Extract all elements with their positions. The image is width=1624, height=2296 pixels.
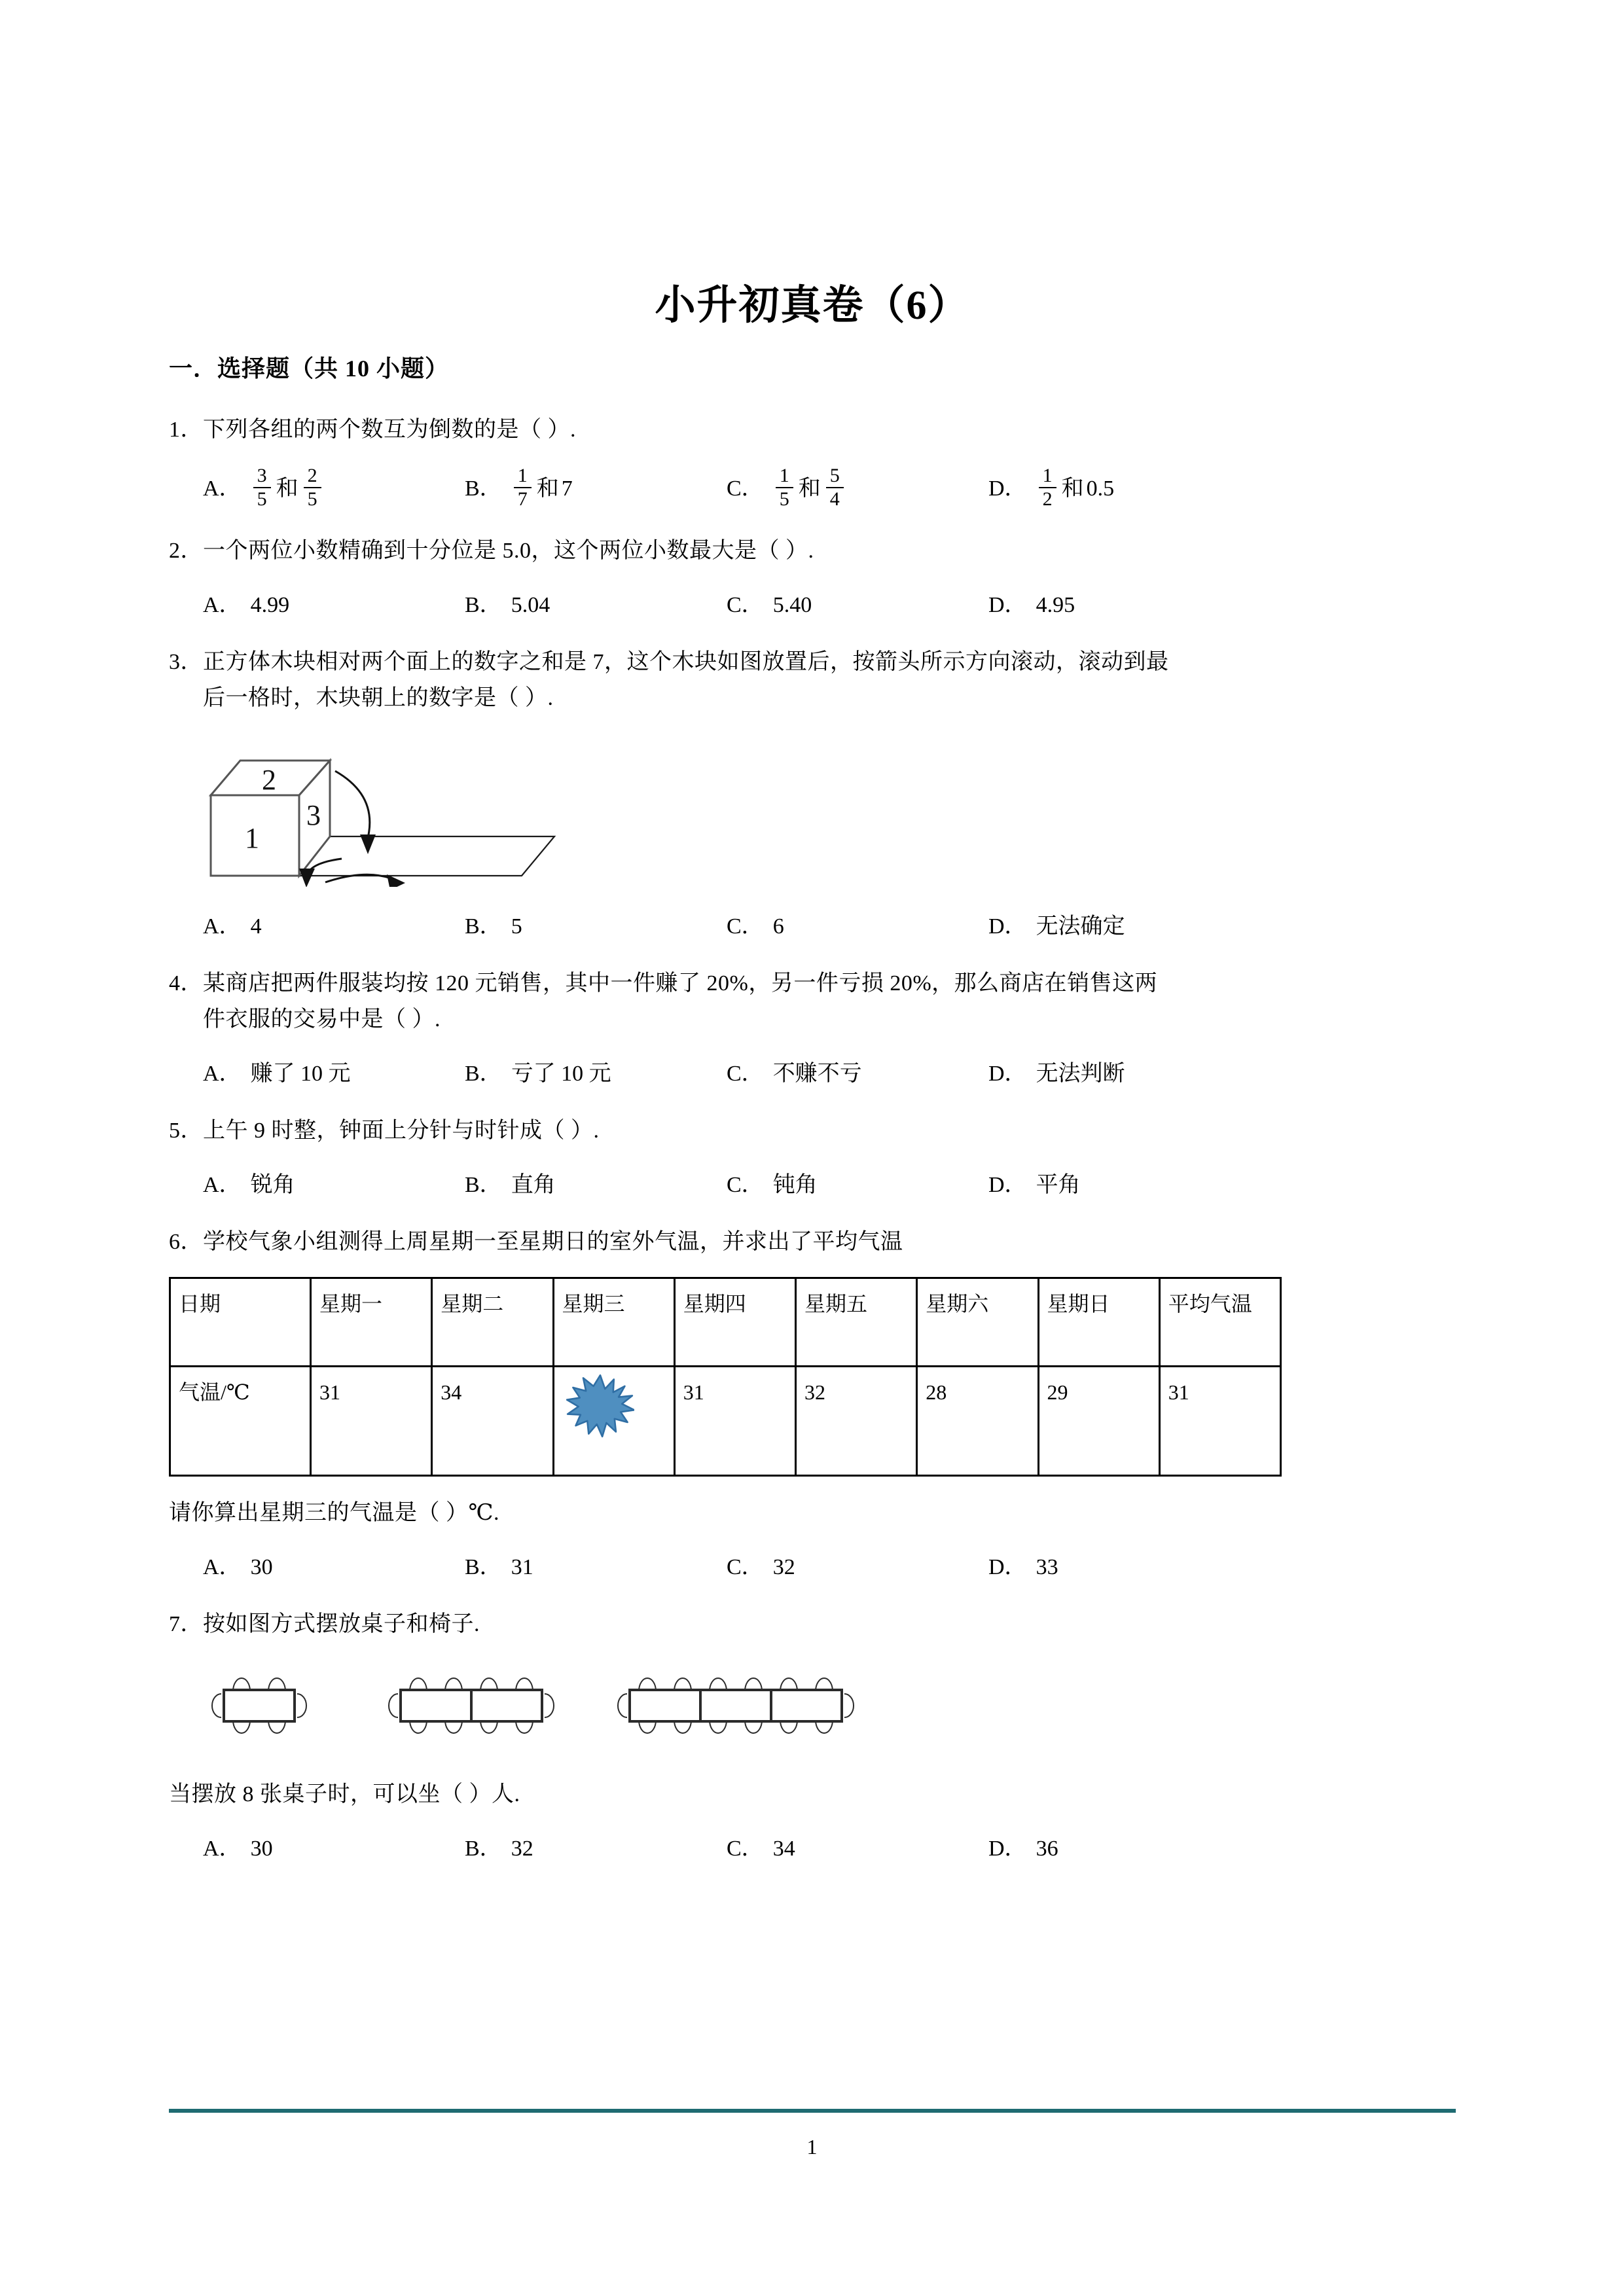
table-cell-mon: 31 [311, 1367, 432, 1476]
table-header-sat: 星期六 [917, 1278, 1038, 1367]
option-label: B． [465, 592, 502, 617]
question-3-stem [169, 644, 1456, 716]
table-header-mon: 星期一 [311, 1278, 432, 1367]
option-2-b[interactable] [465, 588, 727, 622]
fraction-3-5 [253, 466, 271, 509]
option-value: 无法判断 [1036, 1062, 1125, 1086]
page-title: 小升初真卷（6） [655, 283, 970, 328]
option-7-a[interactable] [203, 1832, 465, 1865]
option-5-c[interactable] [727, 1168, 988, 1202]
table-header-sun: 星期日 [1038, 1278, 1159, 1367]
question-3 [169, 644, 1456, 943]
page-content [169, 262, 1456, 1888]
option-label: C． [727, 914, 764, 939]
option-value: 5.40 [772, 592, 812, 617]
option-value: 34 [772, 1836, 795, 1861]
option-value: 平角 [1036, 1173, 1081, 1198]
numerator: 5 [826, 466, 844, 488]
option-label: D． [988, 914, 1027, 939]
option-4-a[interactable] [203, 1057, 465, 1090]
question-2-stem: 2．一个两位小数精确到十分位是 5.0，这个两位小数最大是（ ）. [169, 538, 814, 563]
option-label: B． [465, 1062, 502, 1086]
option-4-b[interactable] [465, 1057, 727, 1090]
option-3-a[interactable] [203, 910, 465, 943]
table-cell-sun: 29 [1038, 1367, 1159, 1476]
option-value: 33 [1036, 1555, 1058, 1580]
option-label: B． [465, 476, 502, 501]
option-value: 钝角 [772, 1173, 818, 1198]
option-label: D． [988, 592, 1027, 617]
denominator: 5 [779, 488, 789, 510]
question-5-stem: 5．上午 9 时整，钟面上分针与时针成（ ）. [169, 1119, 600, 1143]
fraction-5-4 [826, 466, 844, 509]
denominator: 2 [1042, 488, 1053, 510]
option-label: B． [465, 1836, 502, 1861]
question-4-stem-line2: 件衣服的交易中是（ ）. [203, 1007, 441, 1032]
question-6-stem: 6．学校气象小组测得上周星期一至星期日的室外气温，并求出了平均气温 [169, 1230, 903, 1255]
question-7 [169, 1606, 1456, 1865]
option-label: C． [727, 1173, 764, 1198]
svg-text:1: 1 [245, 822, 259, 855]
table-header-tue: 星期二 [432, 1278, 553, 1367]
option-value: 5 [511, 914, 522, 939]
option-label: A． [203, 1836, 242, 1861]
table-header-date: 日期 [170, 1278, 311, 1367]
option-7-d[interactable] [988, 1832, 1250, 1865]
option-label: C． [727, 476, 764, 501]
question-2 [169, 533, 1456, 622]
option-value: 直角 [511, 1173, 556, 1198]
option-7-c[interactable] [727, 1832, 988, 1865]
question-1 [169, 412, 1456, 511]
option-6-a[interactable] [203, 1551, 465, 1584]
option-label: D． [988, 1836, 1027, 1861]
question-4 [169, 965, 1456, 1090]
question-3-options [169, 910, 1456, 943]
option-label: C． [727, 592, 764, 617]
option-label: D． [988, 1555, 1027, 1580]
conjunction: 和 [1061, 476, 1084, 501]
fraction-1-2 [1039, 466, 1056, 509]
question-4-stem-line1: 4．某商店把两件服装均按 120 元销售，其中一件赚了 20%，另一件亏损 20%，那么商店在销售这两 [169, 971, 1158, 996]
footer-divider [169, 2109, 1456, 2113]
option-value: 5.04 [511, 592, 550, 617]
table-header-wed: 星期三 [553, 1278, 674, 1367]
option-value: 4 [250, 914, 262, 939]
option-label: A． [203, 914, 242, 939]
option-4-c[interactable] [727, 1057, 988, 1090]
option-value: 无法确定 [1036, 914, 1125, 939]
option-value: 30 [250, 1555, 273, 1580]
conjunction: 和 [536, 476, 559, 501]
denominator: 4 [829, 488, 840, 510]
fraction-1-5 [776, 466, 793, 509]
question-5-options [169, 1168, 1456, 1202]
option-label: A． [203, 1062, 242, 1086]
option-2-c[interactable] [727, 588, 988, 622]
option-value: 32 [772, 1555, 795, 1580]
option-label: C． [727, 1555, 764, 1580]
conjunction: 和 [798, 476, 821, 501]
option-value: 7 [561, 476, 573, 501]
question-4-options [169, 1057, 1456, 1090]
table-row [170, 1367, 1281, 1476]
numerator: 2 [304, 466, 321, 488]
numerator: 1 [776, 466, 793, 488]
table-cell-average: 31 [1159, 1367, 1280, 1476]
option-2-d[interactable] [988, 588, 1250, 622]
option-1-b[interactable] [465, 464, 727, 511]
question-7-substem: 当摆放 8 张桌子时，可以坐（ ）人. [169, 1782, 520, 1806]
question-6 [169, 1224, 1456, 1584]
table-cell-thu: 31 [674, 1367, 795, 1476]
option-value: 32 [511, 1836, 533, 1861]
option-label: A． [203, 1555, 242, 1580]
table-cell-fri: 32 [796, 1367, 917, 1476]
question-7-options [169, 1832, 1456, 1865]
option-1-d[interactable] [988, 464, 1250, 511]
numerator: 1 [1039, 466, 1056, 488]
option-6-c[interactable] [727, 1551, 988, 1584]
option-value: 36 [1036, 1836, 1058, 1861]
table-header-thu: 星期四 [674, 1278, 795, 1367]
question-1-options [169, 464, 1456, 511]
fraction-2-5 [304, 466, 321, 509]
numerator: 1 [514, 466, 532, 488]
option-1-c[interactable] [727, 464, 988, 511]
option-3-c[interactable] [727, 910, 988, 943]
desk-group-2 [389, 1678, 554, 1733]
option-6-d[interactable] [988, 1551, 1250, 1584]
option-5-b[interactable] [465, 1168, 727, 1202]
option-value: 不赚不亏 [772, 1062, 862, 1086]
option-value: 锐角 [250, 1173, 295, 1198]
option-label: C． [727, 1062, 764, 1086]
fraction-1-7 [514, 466, 532, 509]
option-label: A． [203, 476, 242, 501]
desks-chairs-figure [208, 1660, 1456, 1758]
question-7-stem: 7．按如图方式摆放桌子和椅子. [169, 1612, 480, 1637]
blue-star-icon [566, 1371, 634, 1439]
denominator: 7 [517, 488, 528, 510]
question-2-options [169, 588, 1456, 622]
option-label: C． [727, 1836, 764, 1861]
table-header-fri: 星期五 [796, 1278, 917, 1367]
option-value: 6 [772, 914, 784, 939]
desk-group-1 [212, 1678, 306, 1733]
table-row-label: 气温/℃ [170, 1367, 311, 1476]
table-cell-wed-hidden [553, 1367, 674, 1476]
option-1-a[interactable] [203, 464, 465, 511]
svg-text:2: 2 [262, 764, 276, 797]
cube-rolling-figure [191, 733, 1456, 890]
option-label: D． [988, 1173, 1027, 1198]
table-cell-tue: 34 [432, 1367, 553, 1476]
desk-group-3 [618, 1678, 854, 1733]
option-2-a[interactable] [203, 588, 465, 622]
question-3-stem-line1: 3．正方体木块相对两个面上的数字之和是 7，这个木块如图放置后，按箭头所示方向滚动，滚动到最 [169, 649, 1169, 674]
option-3-b[interactable] [465, 910, 727, 943]
option-value: 亏了 10 元 [511, 1062, 611, 1086]
option-label: B． [465, 1173, 502, 1198]
question-6-substem: 请你算出星期三的气温是（ ）℃. [169, 1501, 500, 1526]
question-4-stem [169, 965, 1456, 1037]
table-row [170, 1278, 1281, 1367]
option-value: 30 [250, 1836, 273, 1861]
section-heading: 一．选择题（共 10 小题） [169, 355, 450, 382]
option-6-b[interactable] [465, 1551, 727, 1584]
conjunction: 和 [276, 476, 298, 501]
numerator: 3 [253, 466, 271, 488]
option-4-d[interactable] [988, 1057, 1250, 1090]
svg-text:3: 3 [306, 799, 321, 832]
denominator: 5 [307, 488, 317, 510]
question-6-options [169, 1551, 1456, 1584]
option-value: 4.99 [250, 592, 290, 617]
temperature-table [169, 1277, 1282, 1477]
option-label: D． [988, 476, 1027, 501]
question-3-stem-line2: 后一格时，木块朝上的数字是（ ）. [203, 686, 554, 711]
option-7-b[interactable] [465, 1832, 727, 1865]
option-value: 0.5 [1086, 476, 1115, 501]
option-value: 4.95 [1036, 592, 1075, 617]
option-5-d[interactable] [988, 1168, 1250, 1202]
option-label: B． [465, 1555, 502, 1580]
question-1-stem: 1．下列各组的两个数互为倒数的是（ ）. [169, 417, 576, 442]
option-label: D． [988, 1062, 1027, 1086]
option-value: 赚了 10 元 [250, 1062, 351, 1086]
table-header-average: 平均气温 [1159, 1278, 1280, 1367]
option-value: 31 [511, 1555, 533, 1580]
option-label: A． [203, 592, 242, 617]
option-5-a[interactable] [203, 1168, 465, 1202]
denominator: 5 [257, 488, 267, 510]
page-number: 1 [806, 2135, 818, 2159]
option-label: A． [203, 1173, 242, 1198]
table-cell-sat: 28 [917, 1367, 1038, 1476]
option-3-d[interactable] [988, 910, 1250, 943]
option-label: B． [465, 914, 502, 939]
question-5 [169, 1113, 1456, 1202]
